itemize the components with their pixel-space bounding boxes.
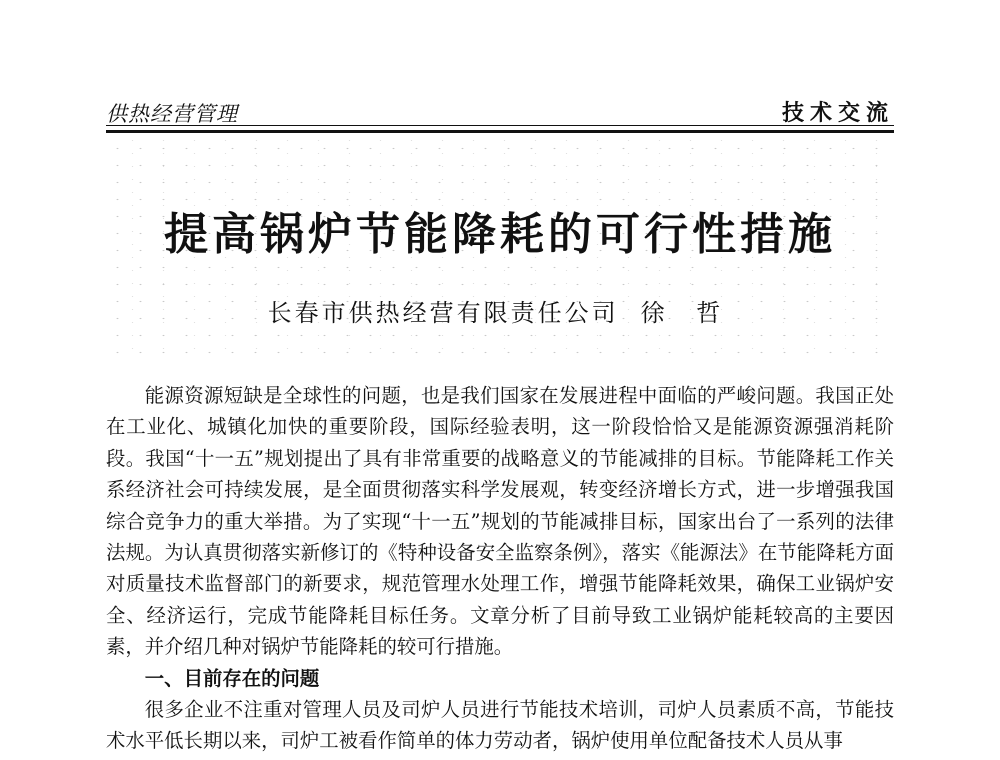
section-paragraph: 很多企业不注重对管理人员及司炉人员进行节能技术培训，司炉人员素质不高，节能技术水平低长期以来，司炉工被看作简单的体力劳动者，锅炉使用单位配备技术人员从事: [106, 698, 894, 753]
author-name: 徐 哲: [640, 299, 733, 327]
article-title: 提高锅炉节能降耗的可行性措施: [164, 209, 836, 260]
section-heading: 一、目前存在的问题: [144, 666, 320, 690]
section-label-right: 技术交流: [781, 100, 894, 126]
header-rule-thin: [106, 125, 894, 126]
intro-paragraph: 能源资源短缺是全球性的问题，也是我们国家在发展进程中面临的严峻问题。我国正处在工业化、城镇化加快的重要阶段，国际经验表明，这一阶段恰恰又是能源资源强消耗阶段。我国“十一五”规划提出了具有非常重要的战略意义的节能减排的目标。节能降耗工作关系经济社会可持续发展，是全面贯彻落实科学发展观，转变经济增长方式，进一步增强我国综合竞争力的重大举措。为了实现“十一五”规划的节能减排目标，国家出台了一系列的法律法规。为认真贯彻落实新修订的《特种设备安全监察条例》，落实《能源法》在节能降耗方面对质量技术监督部门的新要求，规范管理水处理工作，增强节能降耗效果，确保工业锅炉安全、经济运行，完成节能降耗目标任务。文章分析了目前导致工业锅炉能耗较高的主要因素，并介绍几种对锅炉节能降耗的较可行措施。: [106, 384, 894, 659]
section-label-left: 供热经营管理: [106, 102, 238, 126]
byline: [0, 293, 1000, 328]
article-body: [106, 380, 894, 757]
header-rule-thick: [106, 130, 894, 133]
author-affiliation: 长春市供热经营有限责任公司: [267, 299, 619, 327]
